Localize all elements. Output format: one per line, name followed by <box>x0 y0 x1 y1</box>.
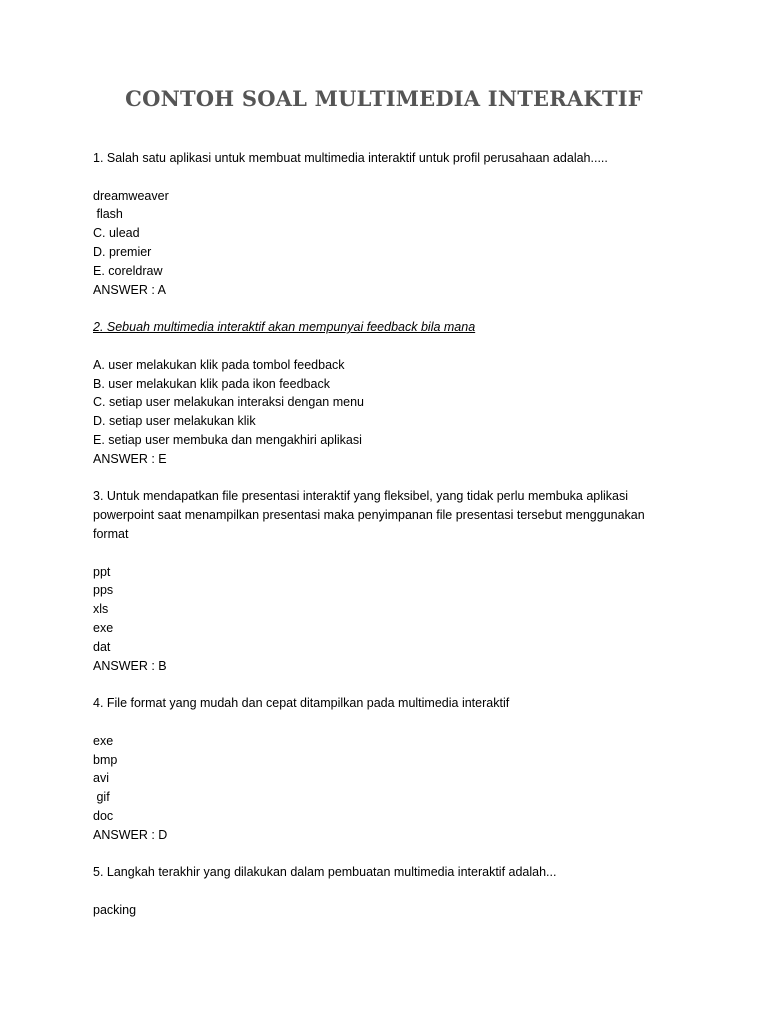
question-2-text: 2. Sebuah multimedia interaktif akan mempunyai feedback bila mana <box>93 320 476 335</box>
question-2-option-2: B. user melakukan klik pada ikon feedback <box>93 376 330 391</box>
question-2-option-1: A. user melakukan klik pada tombol feedback <box>93 357 345 372</box>
question-1 <box>93 149 693 299</box>
question-2-answer: ANSWER : E <box>93 451 167 466</box>
question-4-option-3: avi <box>93 771 109 786</box>
question-3-answer: ANSWER : B <box>93 658 167 673</box>
question-5-text: 5. Langkah terakhir yang dilakukan dalam pembuatan multimedia interaktif adalah... <box>93 865 557 880</box>
question-5 <box>93 863 693 919</box>
question-2-option-4: D. setiap user melakukan klik <box>93 414 256 429</box>
question-4-text: 4. File format yang mudah dan cepat ditampilkan pada multimedia interaktif <box>93 696 510 711</box>
question-4-option-5: doc <box>93 808 114 823</box>
question-1-answer: ANSWER : A <box>93 282 166 297</box>
question-4-option-2: bmp <box>93 752 118 767</box>
question-3-option-4: exe <box>93 620 114 635</box>
question-2-option-3: C. setiap user melakukan interaksi dengan menu <box>93 395 364 410</box>
question-3-option-5: dat <box>93 639 111 654</box>
question-4-answer: ANSWER : D <box>93 827 168 842</box>
page-title: CONTOH SOAL MULTIMEDIA INTERAKTIF <box>125 86 643 111</box>
question-2-option-5: E. setiap user membuka dan mengakhiri aplikasi <box>93 432 362 447</box>
question-3-option-1: ppt <box>93 564 111 579</box>
question-3 <box>93 487 693 675</box>
question-1-option-2: flash <box>93 207 123 222</box>
question-3-option-2: pps <box>93 583 114 598</box>
question-1-text: 1. Salah satu aplikasi untuk membuat multimedia interaktif untuk profil perusahaan adalah..... <box>93 151 608 165</box>
question-list <box>93 149 693 920</box>
question-3-text-line-3: format <box>93 526 129 541</box>
question-1-option-3: C. ulead <box>93 226 140 241</box>
question-1-option-5: E. coreldraw <box>93 263 163 278</box>
question-4-option-4: gif <box>93 790 110 805</box>
question-3-text-line-2: powerpoint saat menampilkan presentasi maka penyimpanan file presentasi tersebut menggunakan <box>93 508 645 523</box>
question-5-option-1: packing <box>93 902 137 917</box>
question-3-text-line-1: 3. Untuk mendapatkan file presentasi interaktif yang fleksibel, yang tidak perlu membuka aplikasi <box>93 489 629 504</box>
question-3-option-3: xls <box>93 602 109 617</box>
question-1-option-1: dreamweaver <box>93 188 169 203</box>
question-2 <box>93 318 693 468</box>
question-4 <box>93 694 693 844</box>
question-1-option-4: D. premier <box>93 244 152 259</box>
question-4-option-1: exe <box>93 733 114 748</box>
